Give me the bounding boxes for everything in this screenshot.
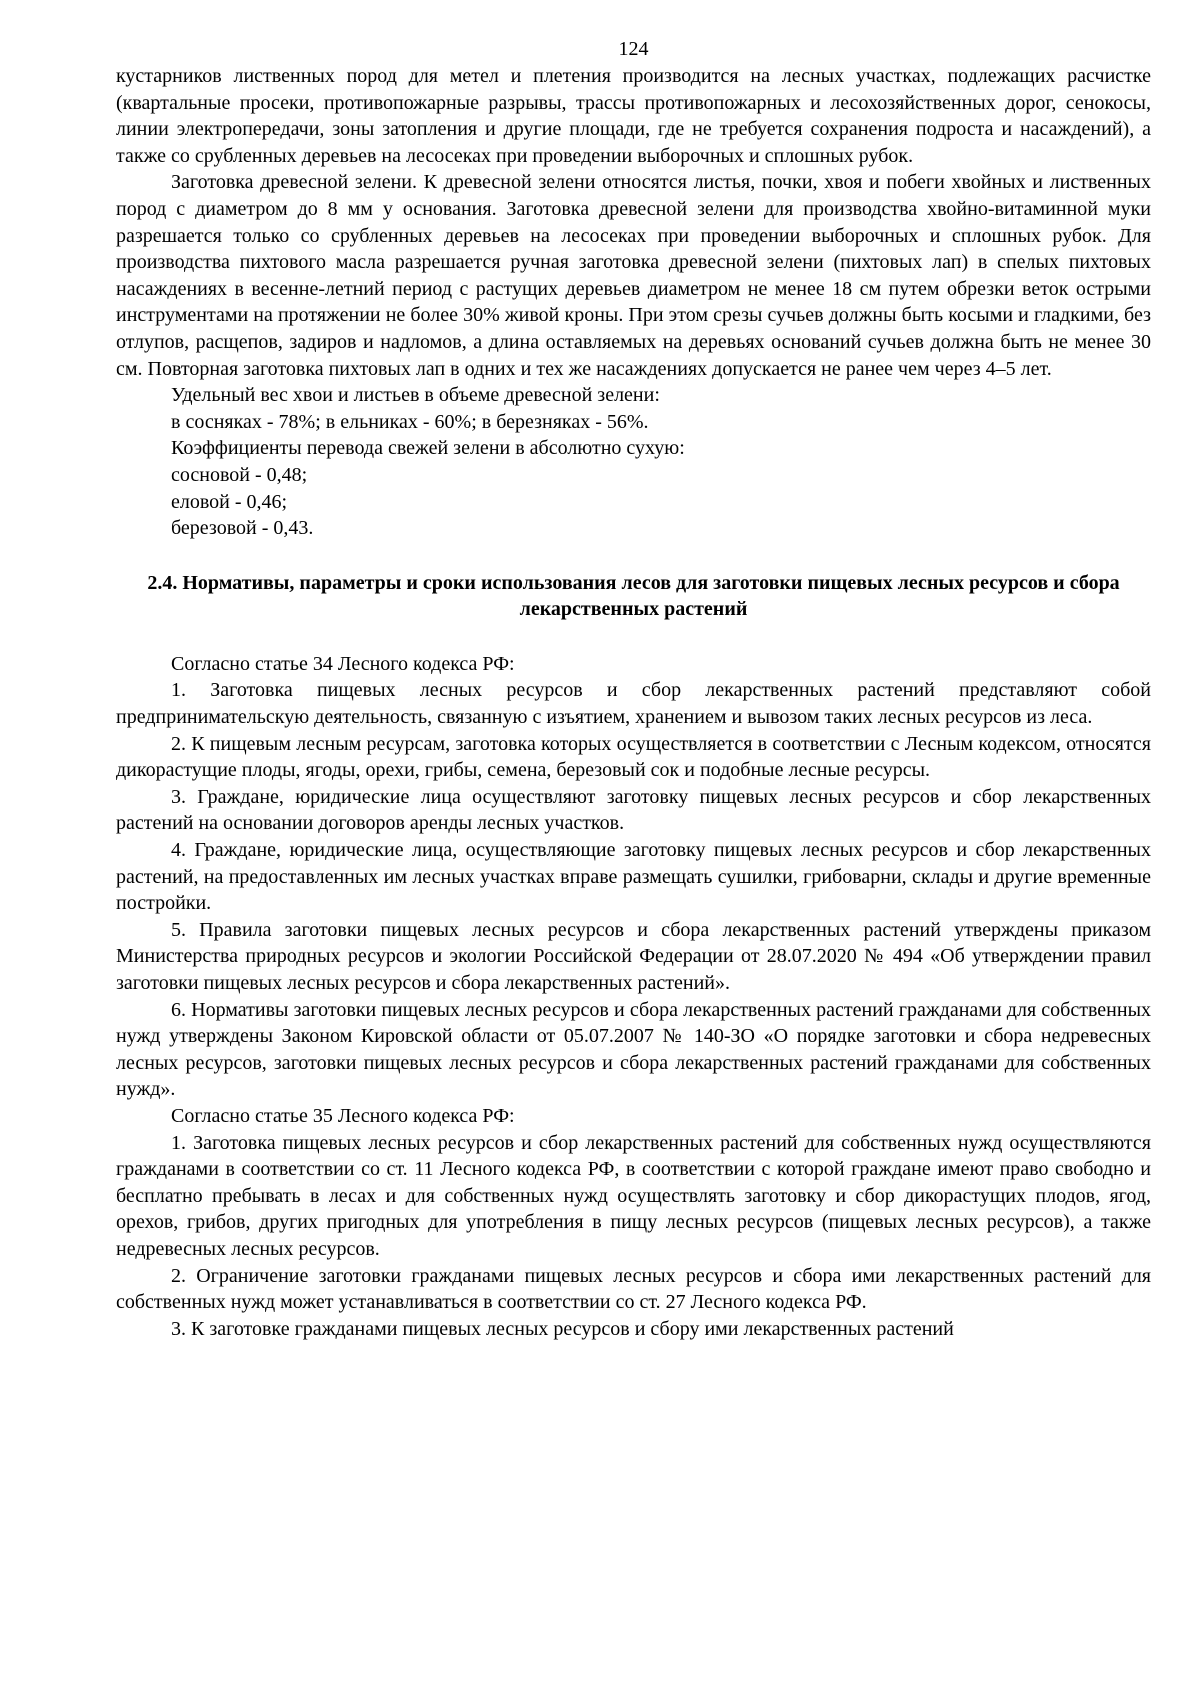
paragraph-art34-item-4: 4. Граждане, юридические лица, осуществляющие заготовку пищевых лесных ресурсов и сбор лекарственных растений, на предоставленных им лесных участках вправе размещать сушилки, грибоварни, склады и другие временные постройки. bbox=[116, 839, 1151, 915]
paragraph-art35-item-1: 1. Заготовка пищевых лесных ресурсов и сбор лекарственных растений для собственных нужд осуществляются гражданами в соответствии со ст. 11 Лесного кодекса РФ, в соответствии с которой граждане имеют право свободно и бесплатно пребывать в лесах и для собственных нужд осуществлять заготовку и сбор дикорастущих плодов, ягод, орехов, грибов, других пригодных для употребления в пищу лесных ресурсов (пищевых лесных ресурсов), а также недревесных лесных ресурсов. bbox=[116, 1131, 1151, 1260]
paragraph-article-35-intro: Согласно статье 35 Лесного кодекса РФ: bbox=[171, 1104, 515, 1127]
page-number: 124 bbox=[618, 38, 649, 60]
document-page bbox=[116, 38, 1151, 1342]
line-pine-coefficient: сосновой - 0,48; bbox=[171, 463, 308, 486]
line-weight-values: в сосняках - 78%; в ельниках - 60%; в березняках - 56%. bbox=[171, 410, 649, 433]
paragraph-art34-item-2: 2. К пищевым лесным ресурсам, заготовка которых осуществляется в соответствии с Лесным кодексом, относятся дикорастущие плоды, ягоды, орехи, грибы, семена, березовый сок и подобные лесные ресурсы. bbox=[116, 732, 1151, 782]
line-birch-coefficient: березовой - 0,43. bbox=[171, 517, 314, 540]
paragraph-continuation: кустарников лиственных пород для метел и плетения производится на лесных участках, подлежащих расчистке (квартальные просеки, противопожарные разрывы, трассы противопожарных и лесохозяйственных дорог, сенокосы, линии электропередачи, зоны затопления и другие площади, где не требуется сохранения подроста и насаждений), а также со срубленных деревьев на лесосеках при проведении выборочных и сплошных рубок. bbox=[116, 65, 1151, 167]
paragraph-art34-item-6: 6. Нормативы заготовки пищевых лесных ресурсов и сбора лекарственных растений гражданами для собственных нужд утверждены Законом Кировской области от 05.07.2007 № 140-ЗО «О порядке заготовки и сбора недревесных лесных ресурсов, заготовки пищевых лесных ресурсов и сбора лекарственных растений гражданами для собственных нужд». bbox=[116, 998, 1151, 1101]
paragraph-art34-item-1: 1. Заготовка пищевых лесных ресурсов и сбор лекарственных растений представляют собой предпринимательскую деятельность, связанную с изъятием, хранением и вывозом таких лесных ресурсов из леса. bbox=[116, 679, 1151, 729]
line-coefficients: Коэффициенты перевода свежей зелени в абсолютно сухую: bbox=[171, 437, 685, 460]
paragraph-art35-item-2: 2. Ограничение заготовки гражданами пищевых лесных ресурсов и сбора ими лекарственных растений для собственных нужд может устанавливаться в соответствии со ст. 27 Лесного кодекса РФ. bbox=[116, 1264, 1151, 1314]
section-heading-2-4: 2.4. Нормативы, параметры и сроки использования лесов для заготовки пищевых лесных ресурсов и сбора лекарственных растений bbox=[147, 571, 1120, 621]
paragraph-wood-greens: Заготовка древесной зелени. К древесной зелени относятся листья, почки, хвоя и побеги хвойных и лиственных пород с диаметром до 8 мм у основания. Заготовка древесной зелени для производства хвойно-витаминной муки разрешается только со срубленных деревьев на лесосеках при проведении выборочных и сплошных рубок. Для производства пихтового масла разрешается ручная заготовка древесной зелени (пихтовых лап) в спелых пихтовых насаждениях в весенне-летний период с растущих деревьев диаметром не менее 18 см путем обрезки веток острыми инструментами на протяжении не более 30% живой кроны. При этом срезы сучьев должны быть косыми и гладкими, без отлупов, расщепов, задиров и надломов, а длина оставляемых на деревьях оснований сучьев должна быть не менее 30 см. Повторная заготовка пихтовых лап в одних и тех же насаждениях допускается не ранее чем через 4–5 лет. bbox=[116, 171, 1151, 380]
paragraph-art34-item-3: 3. Граждане, юридические лица осуществляют заготовку пищевых лесных ресурсов и сбор лекарственных растений на основании договоров аренды лесных участков. bbox=[116, 785, 1151, 835]
paragraph-article-34-intro: Согласно статье 34 Лесного кодекса РФ: bbox=[171, 652, 515, 675]
paragraph-art34-item-5: 5. Правила заготовки пищевых лесных ресурсов и сбора лекарственных растений утверждены приказом Министерства природных ресурсов и экологии Российской Федерации от 28.07.2020 № 494 «Об утверждении правил заготовки пищевых лесных ресурсов и сбора лекарственных растений». bbox=[116, 918, 1151, 994]
line-specific-weight: Удельный вес хвои и листьев в объеме древесной зелени: bbox=[171, 384, 660, 407]
paragraph-art35-item-3: 3. К заготовке гражданами пищевых лесных ресурсов и сбору ими лекарственных растений bbox=[171, 1317, 954, 1340]
line-spruce-coefficient: еловой - 0,46; bbox=[171, 490, 288, 513]
